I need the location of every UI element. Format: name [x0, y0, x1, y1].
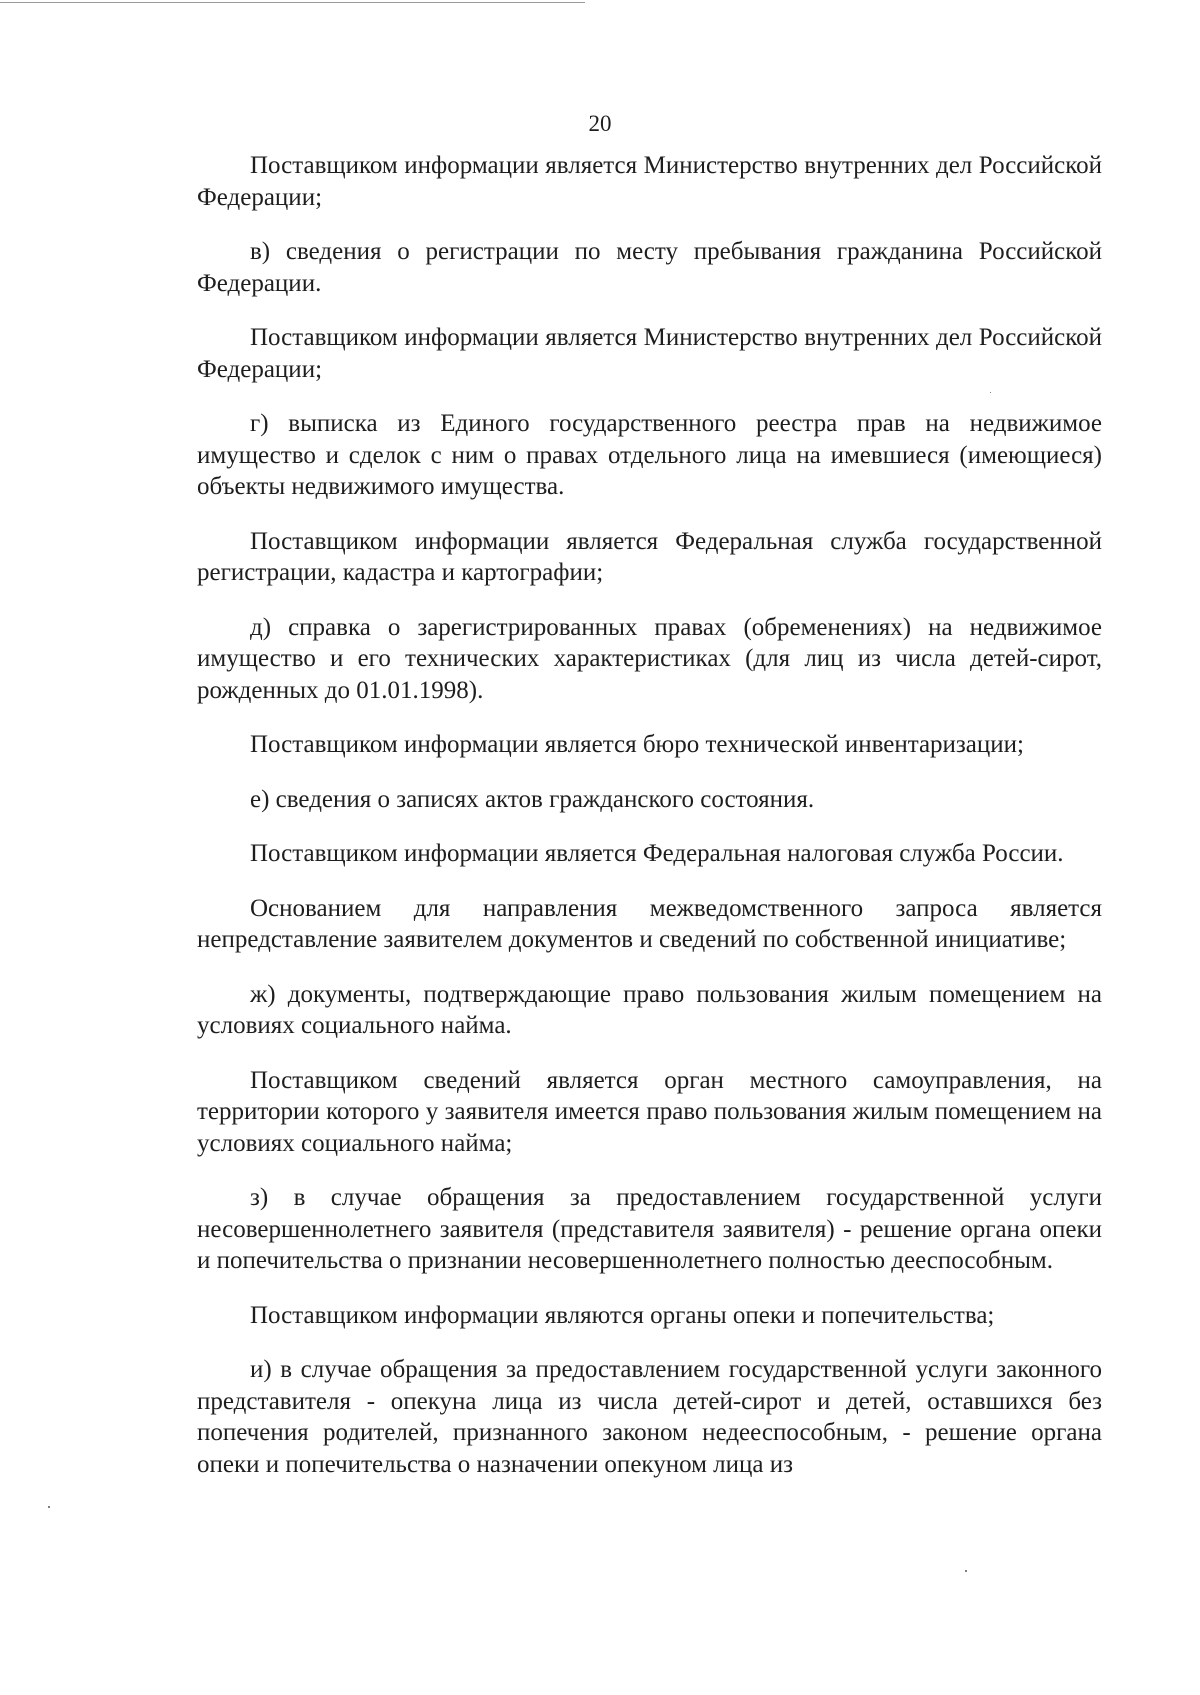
paragraph: и) в случае обращения за предоставлением государственной услуги законного представителя - опекуна лица из числа детей-сирот и детей, оставшихся без попечения родителей, признанного законом недееспособным, - решение органа опеки и попечительства о назначении опекуном лица из: [197, 1356, 1102, 1478]
paragraph: ж) документы, подтверждающие право пользования жилым помещением на условиях социального найма.: [197, 980, 1102, 1039]
paragraph: Поставщиком информации является Министерство внутренних дел Российской Федерации;: [197, 152, 1102, 211]
scan-speck: [48, 1506, 50, 1508]
paragraph: г) выписка из Единого государственного реестра прав на недвижимое имущество и сделок с ним о правах отдельного лица на имевшиеся (имеющиеся) объекты недвижимого имущества.: [197, 410, 1102, 500]
paragraph: Поставщиком информации являются органы опеки и попечительства;: [250, 1301, 995, 1329]
paragraph: Основанием для направления межведомственного запроса является непредставление заявителем документов и сведений по собственной инициативе;: [197, 894, 1102, 953]
paragraph: Поставщиком информации является Федеральная служба государственной регистрации, кадастра и картографии;: [197, 527, 1102, 586]
paragraph: Поставщиком информации является Министерство внутренних дел Российской Федерации;: [197, 324, 1102, 383]
document-body: [197, 150, 1102, 1503]
page-number: 20: [588, 111, 612, 136]
paragraph: з) в случае обращения за предоставлением государственной услуги несовершеннолетнего заявителя (представителя заявителя) - решение органа опеки и попечительства о признании несовершеннолетнего полностью дееспособным.: [197, 1184, 1102, 1274]
scan-speck: [990, 392, 991, 393]
paragraph: Поставщиком сведений является орган местного самоуправления, на территории которого у заявителя имеется право пользования жилым помещением на условиях социального найма;: [197, 1066, 1102, 1157]
scan-speck: [965, 1570, 967, 1572]
paragraph: Поставщиком информации является бюро технической инвентаризации;: [250, 731, 1024, 758]
paragraph: в) сведения о регистрации по месту пребывания гражданина Российской Федерации.: [197, 238, 1102, 297]
paragraph: Поставщиком информации является Федеральная налоговая служба России.: [250, 840, 1064, 867]
paragraph: е) сведения о записях актов гражданского состояния.: [250, 785, 815, 813]
paragraph: д) справка о зарегистрированных правах (обременениях) на недвижимое имущество и его технических характеристиках (для лиц из числа детей-сирот, рожденных до 01.01.1998).: [197, 613, 1102, 704]
scan-top-edge-line: [0, 2, 585, 3]
